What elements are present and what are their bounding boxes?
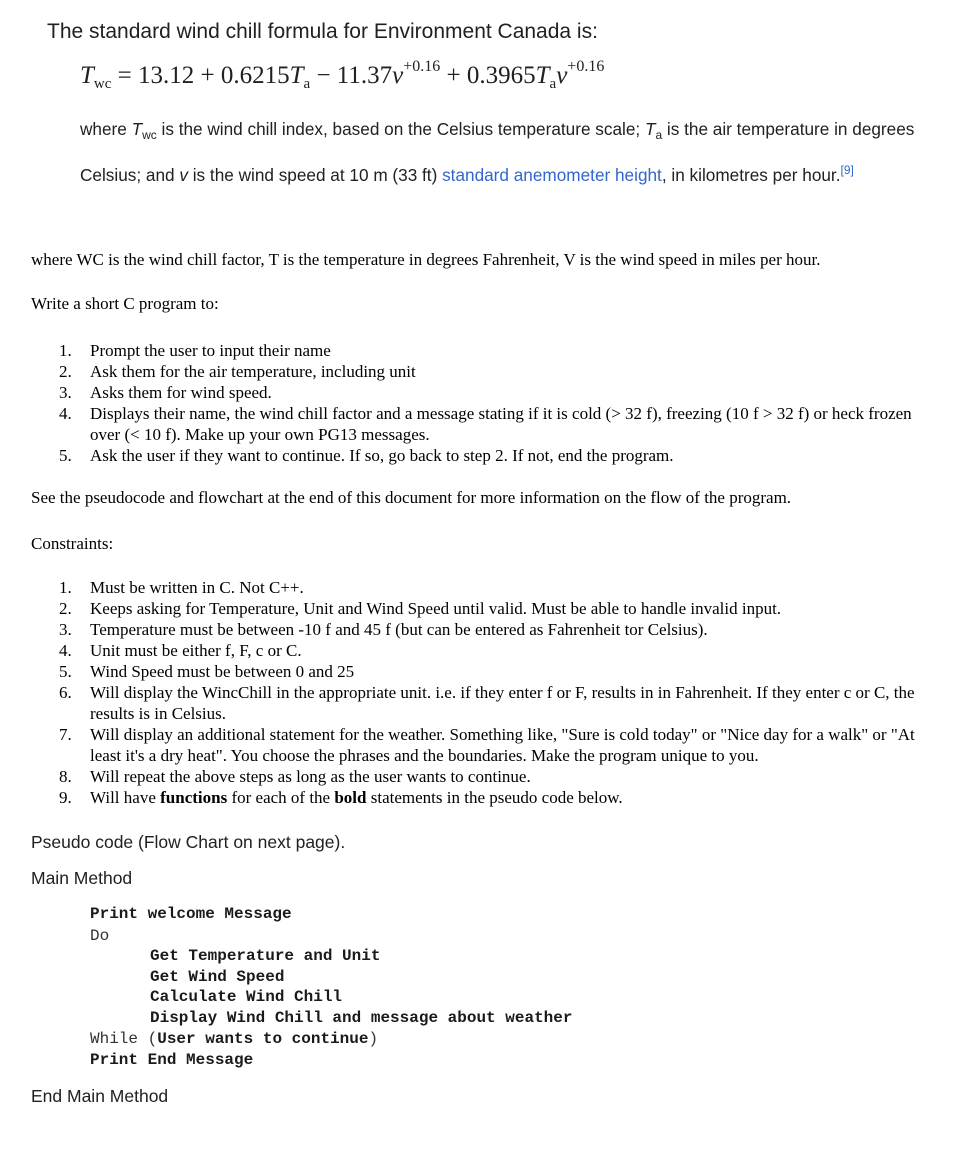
list-item: 7. Will display an additional statement for the weather. Something like, "Sure is cold today" or "Nice day for a walk" or "At least it's a dry heat". You choose the phrases and the boundaries. Make the program unique to you. — [59, 725, 915, 765]
code-calc: Calculate Wind Chill — [150, 988, 343, 1006]
code-do: Do — [90, 927, 110, 945]
list-item: 4. Displays their name, the wind chill factor and a message stating if it is cold (> 32 f), freezing (10 f > 32 f) or heck frozen over (< 10 f). Make up your own PG13 messages. — [59, 404, 912, 444]
formula-twc: $T_{wc}$ — [80, 62, 112, 92]
code-while: While (User wants to continue) — [90, 1030, 379, 1048]
list-item: 5. Wind Speed must be between 0 and 25 — [59, 662, 355, 681]
list-item: 3. Asks them for wind speed. — [59, 383, 272, 402]
see-note: See the pseudocode and flowchart at the end of this document for more information on the flow of the program. — [31, 488, 792, 507]
intro-text: The standard wind chill formula for Environment Canada is: — [47, 20, 598, 43]
list-item: 1. Must be written in C. Not C++. — [59, 578, 304, 597]
code-display: Display Wind Chill and message about weather — [150, 1009, 573, 1027]
steps-list — [31, 340, 941, 466]
list-item: 2. Ask them for the air temperature, including unit — [59, 362, 416, 381]
anemometer-link[interactable]: standard anemometer height — [442, 164, 662, 185]
list-item: 9. Will have functions for each of the bold statements in the pseudo code below. — [59, 788, 623, 807]
pseudo-code-title: Pseudo code (Flow Chart on next page). — [31, 832, 346, 852]
wind-chill-formula: $T_{wc} = 13.12 + 0.6215T_a - 11.37v^{+0.16} + 0.3965T_av^{+0.16}$ — [80, 58, 605, 92]
list-item: 1. Prompt the user to input their name — [59, 341, 331, 360]
constraints-title: Constraints: — [31, 534, 114, 553]
list-item: 6. Will display the WincChill in the appropriate unit. i.e. if they enter f or F, results in in Fahrenheit. If they enter c or C, the results is in Celsius. — [59, 683, 915, 723]
formula-explanation: where $T_{wc}$ is the wind chill index, based on the Celsius temperature scale; $T_a$ is the air temperature in degrees Celsius; and v is the wind speed at 10 m (33 ft) standard anemometer height, in kilometres per hour.[9] — [80, 119, 915, 185]
list-item: 2. Keeps asking for Temperature, Unit and Wind Speed until valid. Must be able to handle invalid input. — [59, 599, 782, 618]
list-item: 4. Unit must be either f, F, c or C. — [59, 641, 302, 660]
constraints-list — [31, 577, 941, 808]
code-get-wind: Get Wind Speed — [150, 968, 285, 986]
end-main-method: End Main Method — [31, 1086, 169, 1106]
code-print-end: Print End Message — [90, 1051, 254, 1069]
list-item: 8. Will repeat the above steps as long as the user wants to continue. — [59, 767, 531, 786]
write-prompt: Write a short C program to: — [31, 294, 219, 313]
code-get-temp: Get Temperature and Unit — [150, 947, 381, 965]
citation-link[interactable]: [9] — [840, 162, 854, 177]
code-print-welcome: Print welcome Message — [90, 905, 292, 923]
main-method-heading: Main Method — [31, 868, 133, 888]
list-item: 5. Ask the user if they want to continue. If so, go back to step 2. If not, end the program. — [59, 446, 674, 465]
list-item: 3. Temperature must be between -10 f and 45 f (but can be entered as Fahrenheit tor Celsius). — [59, 620, 708, 639]
wc-definition: where WC is the wind chill factor, T is the temperature in degrees Fahrenheit, V is the wind speed in miles per hour. — [31, 250, 821, 269]
